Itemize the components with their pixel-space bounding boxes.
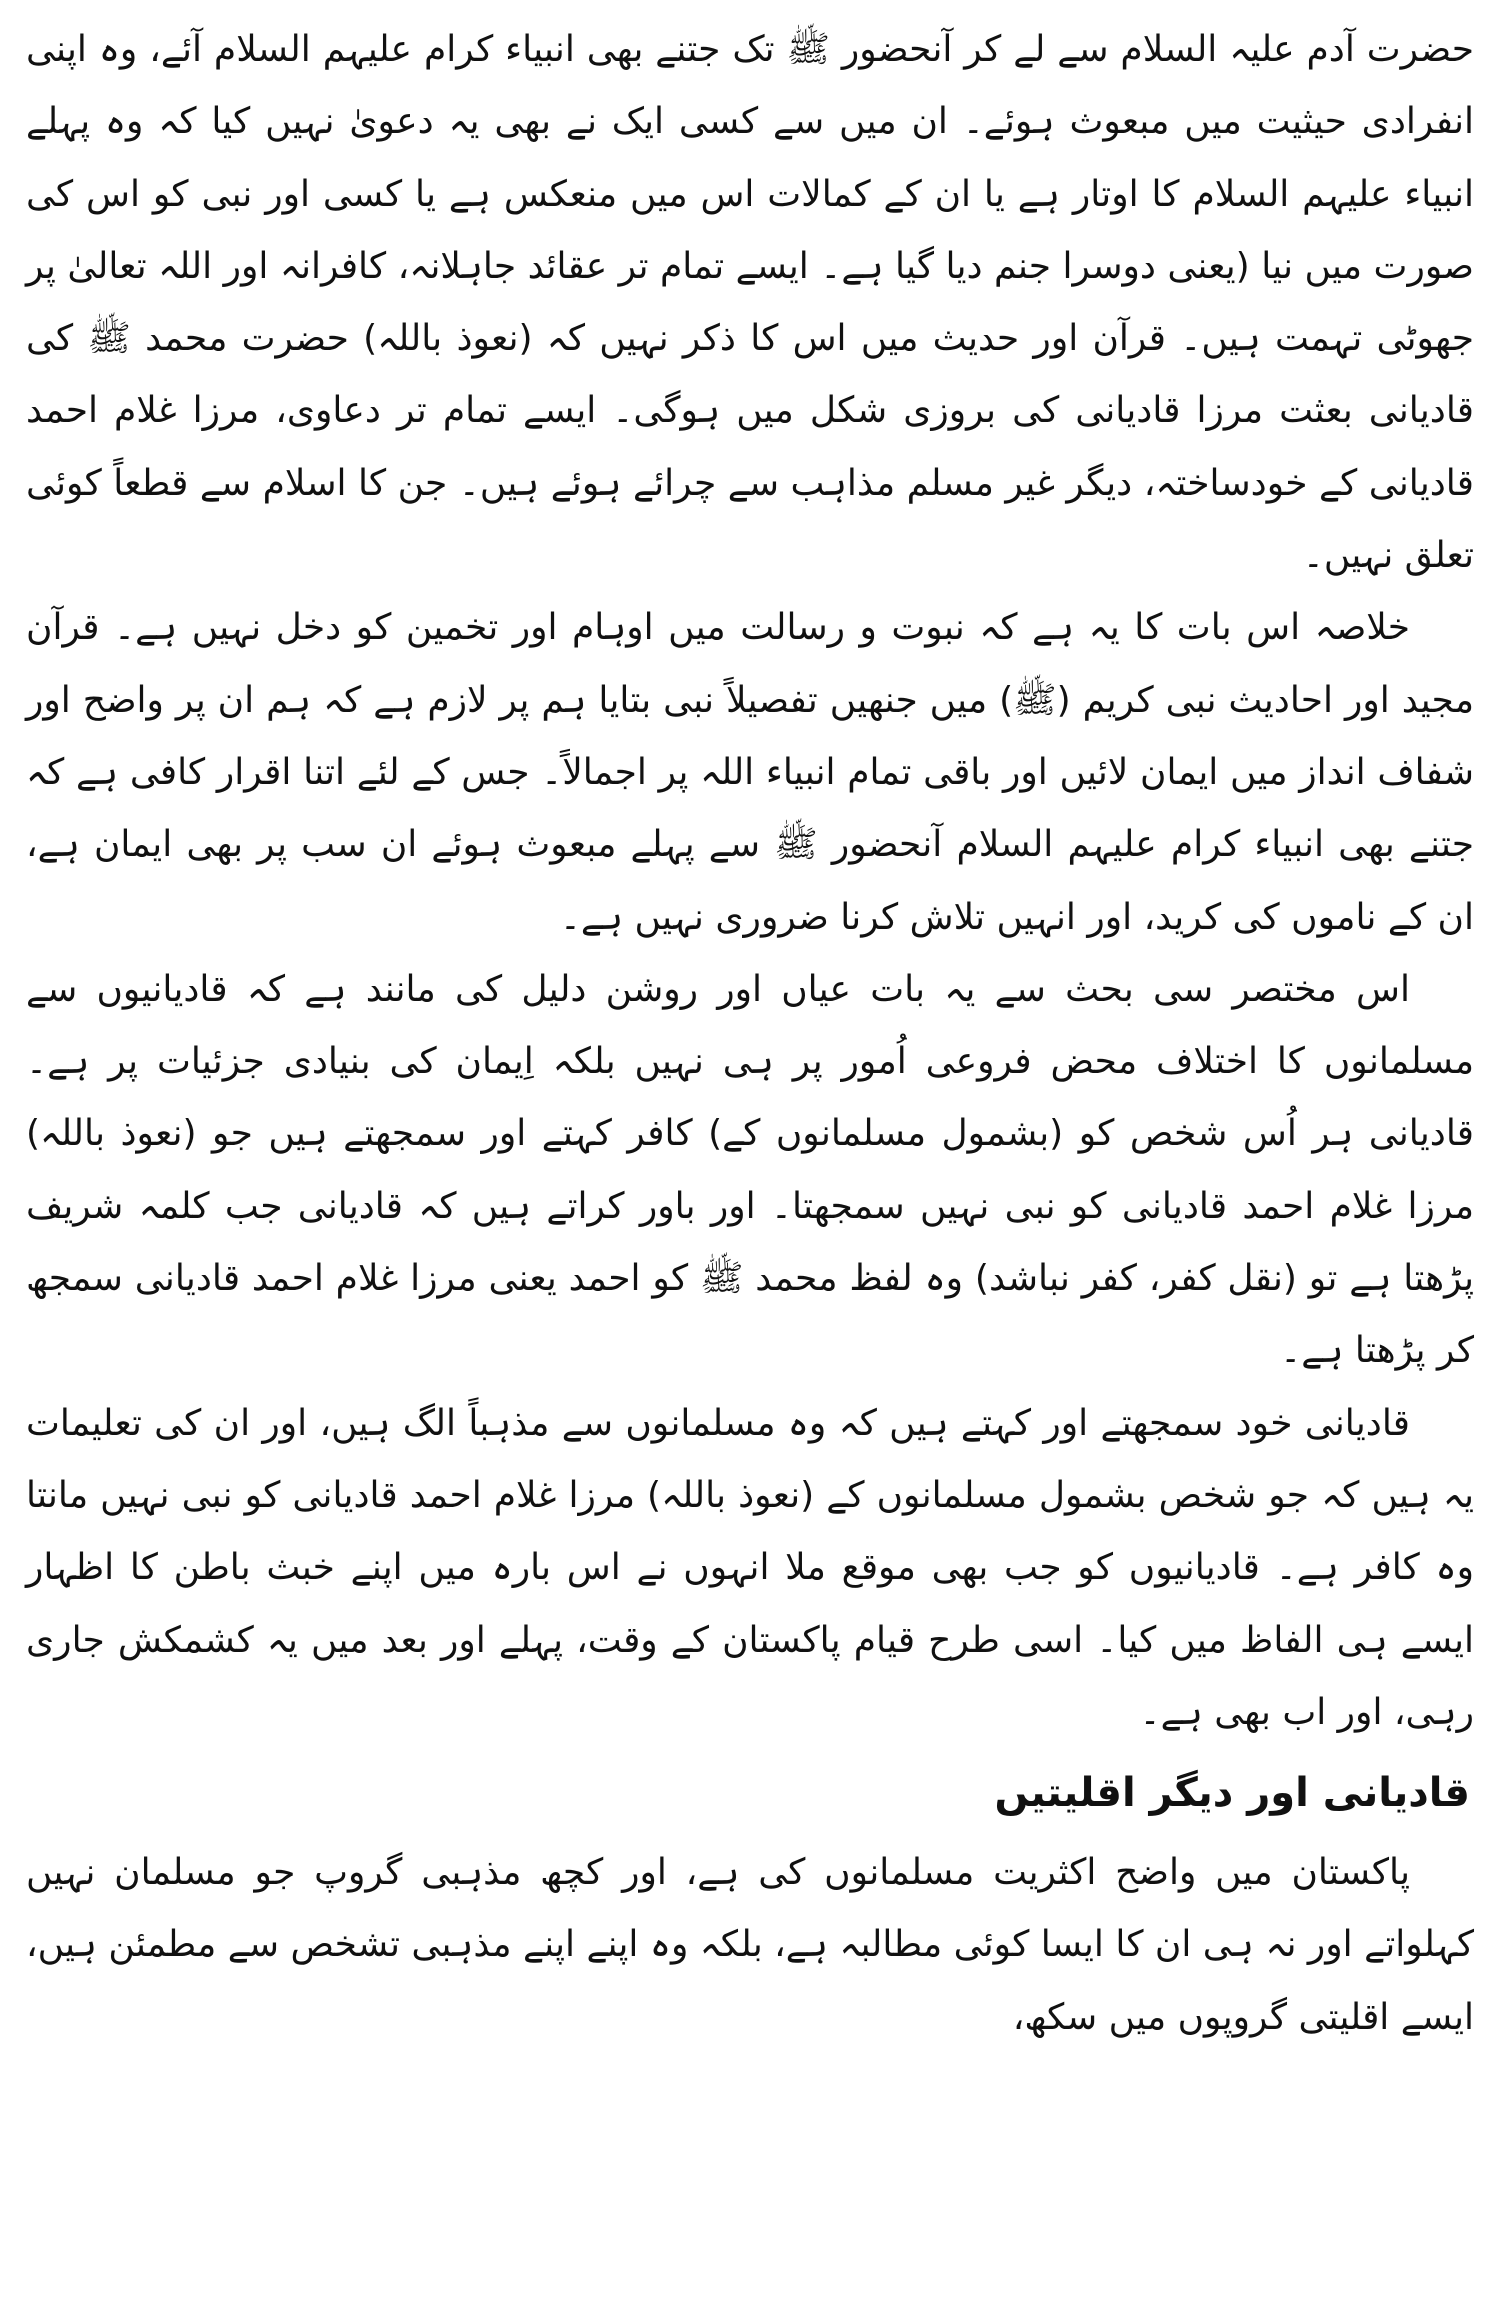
paragraph-5: پاکستان میں واضح اکثریت مسلمانوں کی ہے، اور کچھ مذہبی گروپ جو مسلمان نہیں کہلواتے اور نہ ہی ان کا ایسا کوئی مطالبہ ہے، بلکہ وہ اپنے اپنے مذہبی تشخص سے مطمئن ہیں، ایسے اقلیتی گروپوں میں سکھ، bbox=[26, 1852, 1474, 2038]
paragraph-1: حضرت آدم علیہ السلام سے لے کر آنحضور ﷺ تک جتنے بھی انبیاء کرام علیہم السلام آئے، وہ اپنی انفرادی حیثیت میں مبعوث ہوئے۔ ان میں سے کسی ایک نے بھی یہ دعویٰ نہیں کیا کہ وہ پہلے انبیاء علیہم السلام کا اوتار ہے یا ان کے کمالات اس میں منعکس ہے یا کسی اور نبی کو اس کی صورت میں نیا (یعنی دوسرا جنم دیا گیا ہے۔ ایسے تمام تر عقائد جاہلانہ، کافرانہ اور اللہ تعالیٰ پر جھوٹی تہمت ہیں۔ قرآن اور حدیث میں اس کا ذکر نہیں کہ (نعوذ باللہ) حضرت محمد ﷺ کی قادیانی بعثت مرزا قادیانی کی بروزی شکل میں ہوگی۔ ایسے تمام تر دعاوی، مرزا غلام احمد قادیانی کے خودساختہ، دیگر غیر مسلم مذاہب سے چرائے ہوئے ہیں۔ جن کا اسلام سے قطعاً کوئی تعلق نہیں۔ bbox=[26, 29, 1474, 577]
paragraph-4: قادیانی خود سمجھتے اور کہتے ہیں کہ وہ مسلمانوں سے مذہباً الگ ہیں، اور ان کی تعلیمات یہ ہیں کہ جو شخص بشمول مسلمانوں کے (نعوذ باللہ) مرزا غلام احمد قادیانی کو نبی نہیں مانتا وہ کافر ہے۔ قادیانیوں کو جب بھی موقع ملا انہوں نے اس بارہ میں اپنے خبث باطن کا اظہار ایسے ہی الفاظ میں کیا۔ اسی طرح قیام پاکستان کے وقت، پہلے اور بعد میں یہ کشمکش جاری رہی، اور اب بھی ہے۔ bbox=[26, 1402, 1474, 1733]
paragraph-3: اس مختصر سی بحث سے یہ بات عیاں اور روشن دلیل کی مانند ہے کہ قادیانیوں سے مسلمانوں کا اختلاف محض فروعی اُمور پر ہی نہیں بلکہ اِیمان کی بنیادی جزئیات پر ہے۔ قادیانی ہر اُس شخص کو (بشمول مسلمانوں کے) کافر کہتے اور سمجھتے ہیں جو (نعوذ باللہ) مرزا غلام احمد قادیانی کو نبی نہیں سمجھتا۔ اور باور کراتے ہیں کہ قادیانی جب کلمہ شریف پڑھتا ہے تو (نقل کفر، کفر نباشد) وہ لفظ محمد ﷺ کو احمد یعنی مرزا غلام احمد قادیانی سمجھ کر پڑھتا ہے۔ bbox=[26, 968, 1474, 1372]
section-heading: قادیانی اور دیگر اقلیتیں bbox=[994, 1770, 1470, 1817]
paragraph-2: خلاصہ اس بات کا یہ ہے کہ نبوت و رسالت میں اوہام اور تخمین کو دخل نہیں ہے۔ قرآن مجید اور احادیث نبی کریم (ﷺ) میں جنھیں تفصیلاً نبی بتایا ہم پر لازم ہے کہ ہم ان پر واضح اور شفاف انداز میں ایمان لائیں اور باقی تمام انبیاء اللہ پر اجمالاً۔ جس کے لئے اتنا اقرار کافی ہے کہ جتنے بھی انبیاء کرام علیہم السلام آنحضور ﷺ سے پہلے مبعوث ہوئے ان سب پر بھی ایمان ہے، ان کے ناموں کی کرید، اور انہیں تلاش کرنا ضروری نہیں ہے۔ bbox=[26, 607, 1474, 938]
